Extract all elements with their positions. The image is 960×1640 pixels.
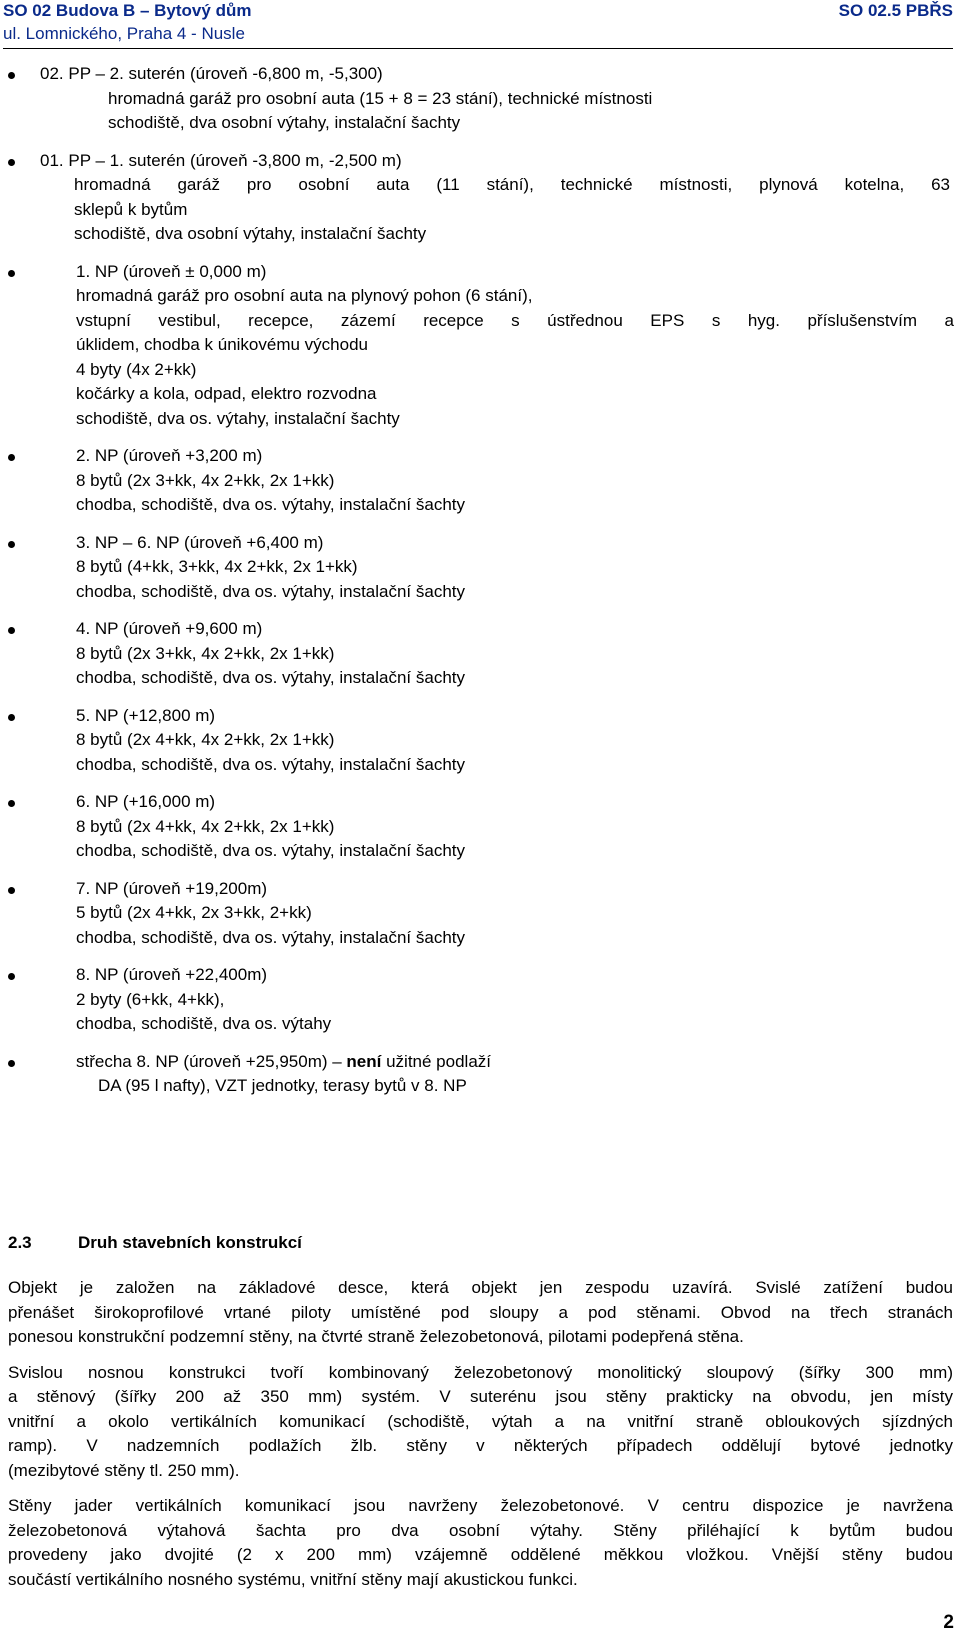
floor-item: [0, 704, 960, 778]
bullet-icon: [8, 887, 15, 894]
floor-heading: 2. NP (úroveň +3,200 m): [76, 446, 263, 465]
paragraph-line: provedeny jako dvojité (2 x 200 mm) vzájemně oddělené měkkou vložkou. Vnější stěny budou: [8, 1545, 953, 1564]
address: ul. Lomnického, Praha 4 - Nusle: [3, 24, 245, 43]
emphasis: není: [346, 1051, 382, 1071]
floor-detail: chodba, schodiště, dva os. výtahy, instalační šachty: [76, 754, 466, 774]
paragraph: [8, 1494, 953, 1592]
paragraph-line: Stěny jader vertikálních komunikací jsou navrženy železobetonové. V centru dispozice je navržena: [8, 1496, 953, 1515]
bullet-icon: [8, 714, 15, 721]
floor-detail: hromadná garáž pro osobní auta (15 + 8 = 23 stání), technické místnosti: [108, 88, 653, 108]
floor-detail: chodba, schodiště, dva os. výtahy, instalační šachty: [76, 927, 466, 947]
floor-item: [0, 531, 960, 605]
floor-heading: 7. NP (úroveň +19,200m): [76, 878, 268, 898]
floor-item: [0, 149, 960, 247]
bullet-icon: [8, 627, 15, 634]
floor-item: [0, 62, 960, 136]
paragraph-line: Svislou nosnou konstrukci tvoří kombinovaný železobetonový monolitický sloupový (šířky 300 mm): [8, 1362, 953, 1382]
section-heading: [8, 1233, 302, 1253]
paragraph-line: vnitřní a okolo vertikálních komunikací (schodiště, výtah a na vnitřní straně obloukových sjízdných: [8, 1411, 953, 1431]
floor-detail: kočárky a kola, odpad, elektro rozvodna: [76, 384, 377, 403]
paragraph-line: železobetonová výtahová šachta pro dva osobní výtahy. Stěny přiléhající k bytům budou: [8, 1520, 953, 1540]
floor-detail: 8 bytů (2x 3+kk, 4x 2+kk, 2x 1+kk): [76, 470, 335, 490]
floor-list: [0, 62, 960, 1112]
floor-detail: schodiště, dva os. výtahy, instalační šachty: [76, 408, 400, 428]
floor-heading: 4. NP (úroveň +9,600 m): [76, 619, 263, 638]
floor-item: [0, 617, 960, 691]
floor-detail: 8 bytů (4+kk, 3+kk, 4x 2+kk, 2x 1+kk): [76, 557, 358, 576]
bullet-icon: [8, 1060, 15, 1067]
floor-item: [0, 1050, 960, 1099]
paragraph: [8, 1361, 953, 1484]
bullet-icon: [8, 541, 15, 548]
floor-detail: 8 bytů (2x 4+kk, 4x 2+kk, 2x 1+kk): [76, 730, 335, 749]
floor-item: [0, 877, 960, 951]
floor-detail: vstupní vestibul, recepce, zázemí recepce s ústřednou EPS s hyg. příslušenstvím a: [76, 310, 954, 330]
floor-detail: chodba, schodiště, dva os. výtahy, instalační šachty: [76, 841, 466, 860]
floor-item: [0, 790, 960, 864]
floor-detail: 2 byty (6+kk, 4+kk),: [76, 989, 225, 1009]
bullet-icon: [8, 973, 15, 980]
section-body: [8, 1276, 953, 1603]
floor-heading: 3. NP – 6. NP (úroveň +6,400 m): [76, 532, 324, 552]
paragraph-line: součástí vertikálního nosného systému, vnitřní stěny mají akustickou funkci.: [8, 1569, 578, 1589]
floor-detail: úklidem, chodba k únikovému východu: [76, 335, 368, 354]
bullet-icon: [8, 270, 15, 277]
paragraph: [8, 1276, 953, 1350]
floor-detail: 4 byty (4x 2+kk): [76, 359, 197, 379]
floor-detail: chodba, schodiště, dva os. výtahy, instalační šachty: [76, 668, 466, 687]
paragraph-line: a stěnový (šířky 200 až 350 mm) systém. V suterénu jsou stěny prakticky na obvodu, jen místy: [8, 1387, 953, 1406]
floor-item: [0, 260, 960, 432]
floor-heading: 6. NP (+16,000 m): [76, 792, 216, 811]
bullet-icon: [8, 800, 15, 807]
document-title: SO 02 Budova B – Bytový dům: [3, 1, 252, 20]
bullet-icon: [8, 72, 15, 79]
paragraph-line: ponesou konstrukční podzemní stěny, na čtvrté straně železobetonová, pilotami podepřená stěna.: [8, 1327, 744, 1346]
floor-detail: 5 bytů (2x 4+kk, 2x 3+kk, 2+kk): [76, 903, 312, 922]
paragraph-line: Objekt je založen na základové desce, která objekt jen zespodu uzavírá. Svislé zatížení budou: [8, 1278, 953, 1297]
bullet-icon: [8, 454, 15, 461]
floor-detail: 8 bytů (2x 3+kk, 4x 2+kk, 2x 1+kk): [76, 643, 335, 663]
floor-heading: 1. NP (úroveň ± 0,000 m): [76, 261, 267, 281]
floor-detail: chodba, schodiště, dva os. výtahy, instalační šachty: [76, 581, 466, 601]
floor-detail: schodiště, dva osobní výtahy, instalační šachty: [108, 113, 461, 132]
floor-heading: 01. PP – 1. suterén (úroveň -3,800 m, -2,500 m): [40, 150, 402, 170]
document-code: SO 02.5 PBŘS: [838, 1, 953, 20]
floor-item: [0, 963, 960, 1037]
floor-detail: chodba, schodiště, dva os. výtahy, instalační šachty: [76, 495, 466, 514]
floor-heading: 8. NP (úroveň +22,400m): [76, 965, 268, 984]
section-number: 2.3: [8, 1233, 32, 1252]
floor-heading: 5. NP (+12,800 m): [76, 705, 216, 725]
paragraph-line: (mezibytové stěny tl. 250 mm).: [8, 1460, 240, 1480]
bullet-icon: [8, 159, 15, 166]
floor-item: [0, 444, 960, 518]
floor-detail: hromadná garáž pro osobní auta (11 stání), technické místnosti, plynová kotelna, 63: [74, 175, 950, 194]
page-header: [3, 0, 953, 49]
floor-detail: schodiště, dva osobní výtahy, instalační šachty: [74, 224, 427, 243]
floor-heading: střecha 8. NP (úroveň +25,950m) – není užitné podlaží: [76, 1051, 492, 1071]
floor-detail: hromadná garáž pro osobní auta na plynový pohon (6 stání),: [76, 286, 533, 305]
page-number: 2: [943, 1612, 954, 1633]
floor-detail: DA (95 l nafty), VZT jednotky, terasy bytů v 8. NP: [98, 1076, 467, 1095]
floor-heading: 02. PP – 2. suterén (úroveň -6,800 m, -5,300): [40, 64, 383, 83]
paragraph-line: přenášet širokoprofilové vrtané piloty umístěné pod sloupy a pod stěnami. Obvod na třech stranách: [8, 1302, 953, 1322]
floor-detail: sklepů k bytům: [74, 199, 188, 219]
section-title: Druh stavebních konstrukcí: [78, 1233, 302, 1252]
floor-detail: chodba, schodiště, dva os. výtahy: [76, 1014, 332, 1033]
floor-detail: 8 bytů (2x 4+kk, 4x 2+kk, 2x 1+kk): [76, 816, 335, 836]
header-divider: [3, 48, 953, 49]
paragraph-line: ramp). V nadzemních podlažích žlb. stěny v některých případech oddělují bytové jednotky: [8, 1436, 953, 1455]
